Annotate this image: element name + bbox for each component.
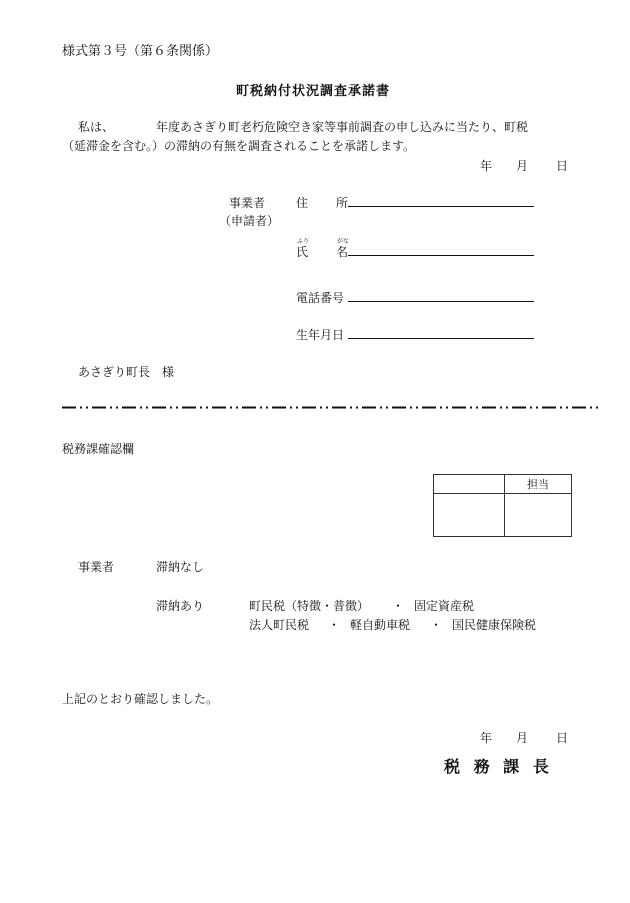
tax-resident[interactable]: 町民税（特徴・普徴）	[249, 599, 370, 613]
name-ruby-1: ふり	[297, 238, 310, 245]
tax-separator: ・	[328, 618, 341, 632]
addressee: あさぎり町長 様	[78, 365, 175, 379]
applicant-label-sub: （申請者）	[219, 214, 280, 228]
consent-date-month: 月	[516, 159, 529, 173]
confirmation-text: 上記のとおり確認しました。	[62, 692, 219, 706]
tax-corporate[interactable]: 法人町民税	[249, 618, 310, 632]
stamp-box	[433, 474, 572, 537]
tax-section-heading: 税務課確認欄	[62, 442, 135, 456]
stamp-empty-header	[434, 475, 505, 494]
tax-separator: ・	[392, 599, 405, 613]
confirm-date-year: 年	[480, 731, 493, 745]
business-label: 事業者	[78, 560, 115, 574]
confirm-date-day: 日	[556, 731, 569, 745]
name-line[interactable]	[348, 255, 534, 256]
name-ruby-2: がな	[337, 238, 350, 245]
birth-label: 生年月日	[296, 328, 345, 342]
address-label-1: 住	[296, 196, 309, 210]
phone-line[interactable]	[348, 301, 534, 302]
consent-line1-prefix: 私は、	[78, 120, 115, 134]
tax-property[interactable]: 固定資産税	[414, 599, 475, 613]
phone-label: 電話番号	[296, 291, 345, 305]
name-label-2: 名	[336, 245, 349, 259]
birth-line[interactable]	[348, 338, 534, 339]
document-title: 町税納付状況調査承諾書	[236, 84, 391, 99]
consent-date-day: 日	[556, 159, 569, 173]
address-line[interactable]	[348, 206, 534, 207]
form-number: 様式第３号（第６条関係）	[62, 44, 219, 59]
tax-light-vehicle[interactable]: 軽自動車税	[350, 618, 411, 632]
tax-chief-title: 税 務 課 長	[444, 757, 549, 776]
consent-line1-rest: 年度あさぎり町老朽危険空き家等事前調査の申し込みに当たり、町税	[156, 120, 529, 134]
stamp-cell-1[interactable]	[434, 494, 505, 537]
stamp-header-staff: 担当	[505, 475, 572, 494]
tax-health-insurance[interactable]: 国民健康保険税	[452, 618, 537, 632]
consent-line2: （延滞金を含む。）の滞納の有無を調査されることを承諾します。	[62, 139, 416, 153]
confirm-date-month: 月	[516, 731, 529, 745]
no-arrears-option[interactable]: 滞納なし	[156, 560, 205, 574]
applicant-label: 事業者	[229, 196, 266, 210]
stamp-cell-2[interactable]	[505, 494, 572, 537]
address-label-2: 所	[336, 196, 349, 210]
consent-date-year: 年	[480, 159, 493, 173]
tax-separator: ・	[430, 618, 443, 632]
cut-line-divider	[62, 406, 598, 409]
arrears-option[interactable]: 滞納あり	[156, 599, 205, 613]
name-label-1: 氏	[296, 245, 309, 259]
